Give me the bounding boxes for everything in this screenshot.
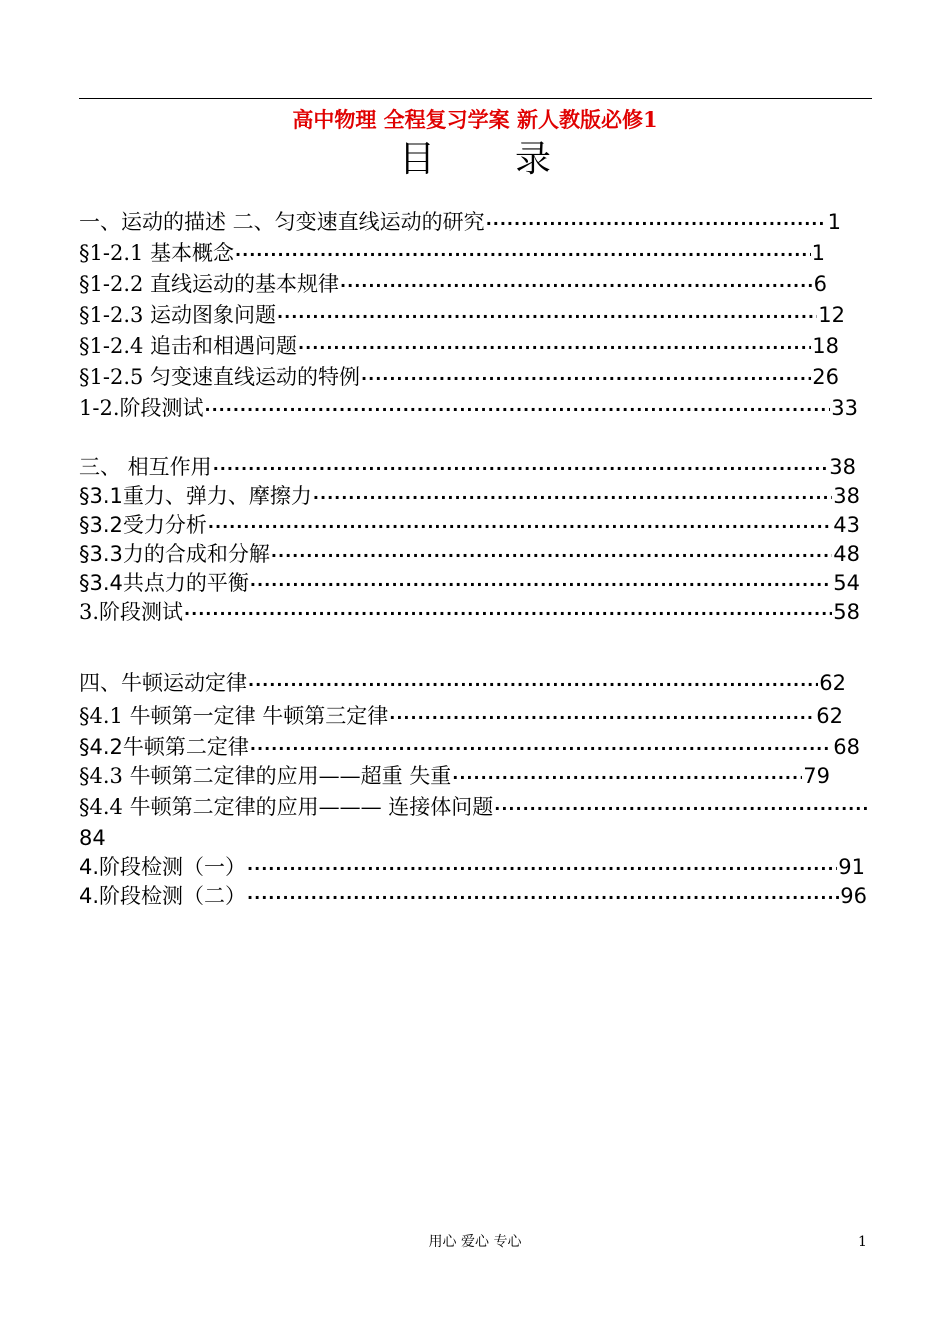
toc-entry[interactable] [79,208,841,236]
toc-entry-page: 43 [833,513,860,537]
leader-dots [271,542,832,570]
toc-entry-label: §3.2受力分析 [79,513,207,537]
toc-heading [0,138,950,182]
toc-entry-label: §1-2.5 匀变速直线运动的特例 [79,365,361,389]
toc-entry-page: 18 [812,334,839,358]
leader-dots [277,303,817,331]
leader-dots [213,455,829,483]
leader-dots [247,884,839,912]
toc-entry-page: 48 [833,542,860,566]
toc-entry[interactable] [79,569,860,597]
leader-dots [205,396,831,424]
toc-entry-page: 1 [811,241,825,265]
leader-dots [184,600,832,628]
toc-entry-page: 58 [833,600,860,624]
footer-page-number: 1 [858,1234,867,1250]
toc-entry-label: 1-2.阶段测试 [79,396,204,420]
toc-entry-page: 96 [840,884,867,908]
toc-entry-page: 84 [79,826,106,850]
leader-dots [247,855,837,883]
toc-entry-page: 62 [819,671,846,695]
toc-entry[interactable] [79,702,843,730]
toc-entry-label: 4.阶段检测（二） [79,884,247,908]
toc-entry-label: 4.阶段检测（一） [79,855,247,879]
toc-heading-char-1: 目 [398,139,435,180]
document-header-title: 高中物理 全程复习学案 新人教版必修1 [292,107,658,132]
toc-entry[interactable] [79,598,860,626]
toc-entry[interactable] [79,270,827,298]
toc-entry[interactable] [79,882,867,910]
toc-entry-page: 68 [833,735,860,759]
toc-entry-label: §4.3 牛顿第二定律的应用——超重 失重 [79,764,452,788]
toc-entry[interactable] [79,793,872,821]
toc-entry[interactable] [79,482,860,510]
toc-entry-page: 91 [838,855,865,879]
toc-entry-label: 一、运动的描述 二、匀变速直线运动的研究 [79,210,485,234]
toc-heading-char-2: 录 [515,139,552,180]
toc-entry-label: §3.1重力、弹力、摩擦力 [79,484,312,508]
toc-entry-page: 12 [818,303,845,327]
leader-dots [298,334,811,362]
leader-dots [340,272,813,300]
leader-dots [313,484,832,512]
toc-entry-page: 6 [813,272,827,296]
toc-entry[interactable] [79,239,825,267]
leader-dots [452,764,802,792]
leader-dots [494,795,871,823]
toc-entry-label: §1-2.1 基本概念 [79,241,235,265]
leader-dots [248,671,818,699]
header-rule [79,98,872,99]
toc-entry-label: §1-2.3 运动图象问题 [79,303,277,327]
toc-entry[interactable] [79,453,856,481]
toc-entry[interactable] [79,669,846,697]
leader-dots [361,365,811,393]
toc-entry[interactable] [79,540,860,568]
toc-entry-label: 3.阶段测试 [79,600,184,624]
toc-entry-label: 四、牛顿运动定律 [79,671,247,695]
toc-entry-page: 54 [833,571,860,595]
leader-dots [389,704,815,732]
toc-entry[interactable] [79,733,860,761]
toc-entry[interactable] [79,762,830,790]
toc-entry-label: §4.1 牛顿第一定律 牛顿第三定律 [79,704,389,728]
toc-entry-page: 1 [827,210,841,234]
toc-entry-page: 33 [831,396,858,420]
leader-dots [486,210,827,238]
toc-entry-label: §3.4共点力的平衡 [79,571,249,595]
leader-dots [235,241,811,269]
toc-entry-label: §3.3力的合成和分解 [79,542,270,566]
toc-entry-page: 62 [816,704,843,728]
toc-entry-page: 38 [829,455,856,479]
leader-dots [250,735,832,763]
toc-entry[interactable] [79,301,845,329]
toc-entry[interactable] [79,853,865,881]
leader-dots [250,571,832,599]
toc-entry-label: §4.4 牛顿第二定律的应用——— 连接体问题 [79,795,494,819]
toc-entry-page: 38 [833,484,860,508]
toc-entry-label: §1-2.4 追击和相遇问题 [79,334,298,358]
toc-entry-label: §1-2.2 直线运动的基本规律 [79,272,340,296]
toc-entry-label: §4.2牛顿第二定律 [79,735,249,759]
toc-entry[interactable] [79,511,860,539]
toc-entry-label: 三、 相互作用 [79,455,212,479]
toc-entry[interactable] [79,363,839,391]
leader-dots [208,513,832,541]
toc-entry-page: 26 [812,365,839,389]
toc-entry-page: 79 [803,764,830,788]
footer-motto: 用心 爱心 专心 [428,1234,522,1250]
toc-entry[interactable] [79,332,839,360]
toc-entry[interactable] [79,394,858,422]
